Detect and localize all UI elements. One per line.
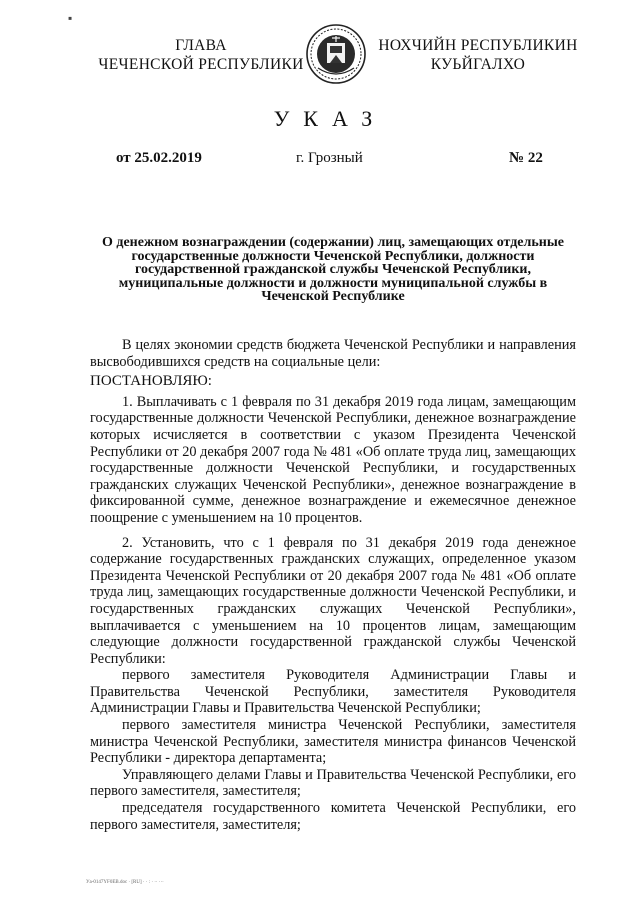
list-item: первого заместителя министра Чеченской Республики, заместителя министра Чеченской Республики, заместителя министра финансов Чеченской Республики - директора департамента; [90, 717, 576, 767]
header-left [96, 36, 306, 74]
header-left-line2: ЧЕЧЕНСКОЙ РЕСПУБЛИКИ [98, 56, 304, 73]
document-city: г. Грозный [296, 150, 363, 166]
coat-of-arms-icon [306, 22, 366, 86]
footer-code: Уа-0147YF0EB.doc · [RU] · · : · ·· ··· [86, 880, 164, 885]
list-item: Управляющего делами Главы и Правительства Чеченской Республики, его первого заместителя, заместителя; [90, 766, 576, 800]
header-right-line2: КУЬЙГАЛХО [430, 56, 526, 73]
item-2-paragraph: 2. Установить, что с 1 февраля по 31 декабря 2019 года денежное содержание государственных гражданских служащих, определенное указом Президента Чеченской Республики от 20 декабря 2007 года № 481 «Об оплате труда лиц, замещающих государственные должности Чеченской Республики, и государственных гражданских служащих Чеченской Республики», выплачивается с уменьшением на 10 процентов лицам, замещающим следующие должности государственной гражданской службы Чеченской Республики: [90, 534, 576, 667]
corner-mark: ▪ [68, 11, 73, 25]
decree-heading: ПОСТАНОВЛЯЮ: [90, 373, 212, 390]
document-body [90, 337, 576, 833]
preamble-paragraph: В целях экономии средств бюджета Чеченской Республики и направления высвободившихся средств на социальные цели: [90, 337, 576, 370]
document-date: от 25.02.2019 [116, 150, 202, 166]
document-title: УКАЗ [273, 106, 387, 131]
item-1-paragraph: 1. Выплачивать с 1 февраля по 31 декабря 2019 года лицам, замещающим государственные должности Чеченской Республики, денежное вознаграждение которых исчисляется в соответствии с указом Президента Чеченской Республики от 20 декабря 2007 года № 481 «Об оплате труда лиц, замещающих государственные должности Чеченской Республики, и государственных гражданских служащих Чеченской Республики», денежное вознаграждение в фиксированной сумме, денежное вознаграждение и ежемесячное денежное поощрение с уменьшением на 10 процентов. [90, 393, 576, 526]
list-item: председателя государственного комитета Чеченской Республики, его первого заместителя, заместителя; [90, 800, 576, 833]
document-number: № 22 [509, 150, 543, 166]
document-subject: О денежном вознаграждении (содержании) лиц, замещающих отдельные государственные должности Чеченской Республики, должности государственной гражданской службы Чеченской Республики, муниципальные должности и должности муниципальной службы в Чеченской Республике [101, 235, 564, 304]
header-right [378, 36, 578, 74]
header-left-line1: ГЛАВА [175, 37, 227, 54]
header-right-line1: НОХЧИЙН РЕСПУБЛИКИН [378, 37, 578, 54]
list-item: первого заместителя Руководителя Администрации Главы и Правительства Чеченской Республики, заместителя Руководителя Администрации Главы и Правительства Чеченской Республики; [90, 667, 576, 717]
